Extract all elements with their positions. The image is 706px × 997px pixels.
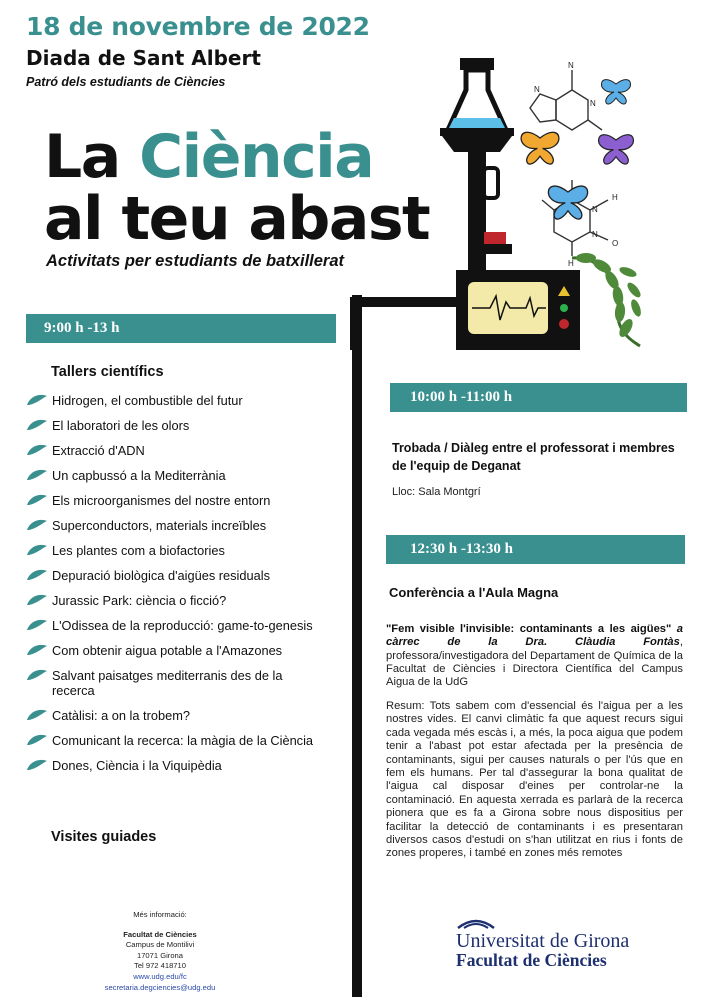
- talk-summary: Resum: Tots sabem com d'essencial és l'aigua per a les nostres vides. El canvi climàtic fa que aquest recurs sigui cada vegada més escàs i, a més, la poca aigua que podem tenir a l'abast pot estar afectada per la presència de contaminants, sigui per causes naturals o per l'ús que en fem els humans. Per tal d'assegurar la bona qualitat de l'aigua cal disposar d'eines per controlar-ne la contaminació. En aquesta xerrada es parlarà de la recerca pionera que es fa a Girona sobre nous dispositius per facilitar la detecció de contaminants i es presentaran diversos casos d'estudi on s'han utilitzat en rius i fonts de zones properes, i també en zones més remotes: [386, 700, 683, 860]
- faculty-name: Facultat de Ciències: [456, 950, 607, 970]
- leaf-bullet-icon: [26, 419, 48, 431]
- leaf-bullet-icon: [26, 519, 48, 531]
- event1-location: Lloc: Sala Montgrí: [392, 486, 481, 498]
- butterfly-icon: [599, 135, 634, 164]
- list-item: [26, 568, 326, 583]
- leaf-bullet-icon: [26, 569, 48, 581]
- contact-faculty: Facultat de Ciències: [123, 929, 197, 939]
- list-item-text: Dones, Ciència i la Viquipèdia: [52, 758, 222, 773]
- event-date: 18 de novembre de 2022: [26, 12, 370, 41]
- list-item: [26, 643, 326, 658]
- svg-text:N: N: [568, 61, 574, 70]
- contact-web-link[interactable]: www.udg.edu/fc: [133, 971, 187, 981]
- main-title-line2: al teu abast: [44, 184, 430, 254]
- monitor-icon: [456, 270, 580, 350]
- list-item: [26, 443, 326, 458]
- guided-visits-heading: Visites guiades: [51, 829, 157, 845]
- list-item-text: Els microorganismes del nostre entorn: [52, 493, 271, 508]
- contact-label: Més informació:: [133, 910, 187, 919]
- svg-text:N: N: [592, 205, 598, 214]
- leaf-bullet-icon: [26, 669, 48, 681]
- contact-phone: Tel 972 418710: [134, 961, 186, 971]
- list-item: [26, 418, 326, 433]
- university-crest-icon: [456, 916, 496, 930]
- list-item-text: Com obtenir aigua potable a l'Amazones: [52, 643, 283, 658]
- event1-time-band: 10:00 h -11:00 h: [390, 383, 687, 412]
- leaf-bullet-icon: [26, 759, 48, 771]
- workshops-list: [26, 393, 326, 783]
- event2-title: Conferència a l'Aula Magna: [389, 585, 559, 600]
- title-accent-word: Ciència: [139, 122, 374, 192]
- svg-text:H: H: [612, 193, 618, 202]
- list-item: [26, 618, 326, 633]
- event2-time-band: 12:30 h -13:30 h: [386, 535, 685, 564]
- leaf-bullet-icon: [26, 494, 48, 506]
- talk-description: [386, 623, 683, 689]
- butterfly-icon: [601, 80, 630, 104]
- contact-info: [95, 910, 225, 993]
- list-item: [26, 468, 326, 483]
- microscope-icon: [442, 136, 512, 270]
- fern-icon: [572, 253, 643, 346]
- list-item: [26, 393, 326, 408]
- leaf-bullet-icon: [26, 544, 48, 556]
- contact-campus: Campus de Montilivi: [125, 940, 195, 950]
- talk-speaker-role: , professora/investigadora del Departament de Química de la Facultat de Ciències i Directora Científica del Campus Aigua de la UdG: [386, 636, 683, 689]
- leaf-bullet-icon: [26, 734, 48, 746]
- list-item-text: Jurassic Park: ciència o ficció?: [52, 593, 227, 608]
- list-item-text: Salvant paisatges mediterranis des de la recerca: [52, 668, 283, 698]
- list-item-text: Depuració biològica d'aigües residuals: [52, 568, 270, 583]
- leaf-bullet-icon: [26, 394, 48, 406]
- list-item: [26, 543, 326, 558]
- morning-time-band: 9:00 h -13 h: [26, 314, 336, 343]
- list-item: [26, 668, 326, 698]
- flask-icon: [440, 58, 514, 136]
- patron-subtitle: Patró dels estudiants de Ciències: [26, 75, 226, 89]
- list-item-text: Catàlisi: a on la trobem?: [52, 708, 190, 723]
- science-illustration: [350, 40, 660, 350]
- contact-email-link[interactable]: secretaria.degciencies@udg.edu: [104, 982, 216, 992]
- list-item: [26, 758, 326, 773]
- title-word-la: La: [44, 122, 140, 192]
- main-subtitle: Activitats per estudiants de batxillerat: [46, 252, 345, 270]
- list-item-text: Superconductors, materials increïbles: [52, 518, 267, 533]
- list-item: [26, 733, 326, 748]
- contact-city: 17071 Girona: [136, 950, 184, 960]
- talk-title: "Fem visible l'invisible: contaminants a les aigües": [386, 623, 672, 635]
- svg-text:N: N: [590, 99, 596, 108]
- list-item-text: L'Odissea de la reproducció: game-to-genesis: [52, 618, 313, 633]
- list-item-text: El laboratori de les olors: [52, 418, 190, 433]
- list-item: [26, 708, 326, 723]
- university-name: Universitat de Girona: [456, 930, 630, 952]
- leaf-bullet-icon: [26, 444, 48, 456]
- talk-speaker: a càrrec de la Dra. Clàudia Fontàs: [386, 623, 684, 649]
- svg-text:N: N: [592, 230, 598, 239]
- svg-text:O: O: [612, 239, 619, 248]
- svg-text:H: H: [568, 259, 574, 268]
- list-item-text: Extracció d'ADN: [52, 443, 145, 458]
- leaf-bullet-icon: [26, 594, 48, 606]
- svg-text:N: N: [534, 85, 540, 94]
- list-item: [26, 518, 326, 533]
- list-item-text: Les plantes com a biofactories: [52, 543, 225, 558]
- main-title-line1: [44, 122, 374, 192]
- list-item: [26, 493, 326, 508]
- butterfly-icon: [521, 132, 559, 164]
- leaf-bullet-icon: [26, 644, 48, 656]
- leaf-bullet-icon: [26, 709, 48, 721]
- butterfly-icon: [548, 186, 587, 219]
- list-item-text: Comunicant la recerca: la màgia de la Ciència: [52, 733, 314, 748]
- molecule-diagram: [530, 70, 608, 256]
- event-day-name: Diada de Sant Albert: [26, 46, 261, 70]
- list-item-text: Hidrogen, el combustible del futur: [52, 393, 243, 408]
- leaf-bullet-icon: [26, 469, 48, 481]
- leaf-bullet-icon: [26, 619, 48, 631]
- event1-title: Trobada / Diàleg entre el professorat i membres de l'equip de Deganat: [392, 441, 675, 473]
- workshops-heading: Tallers científics: [51, 364, 164, 380]
- list-item-text: Un capbussó a la Mediterrània: [52, 468, 226, 483]
- timeline-rail: [352, 295, 362, 997]
- list-item: [26, 593, 326, 608]
